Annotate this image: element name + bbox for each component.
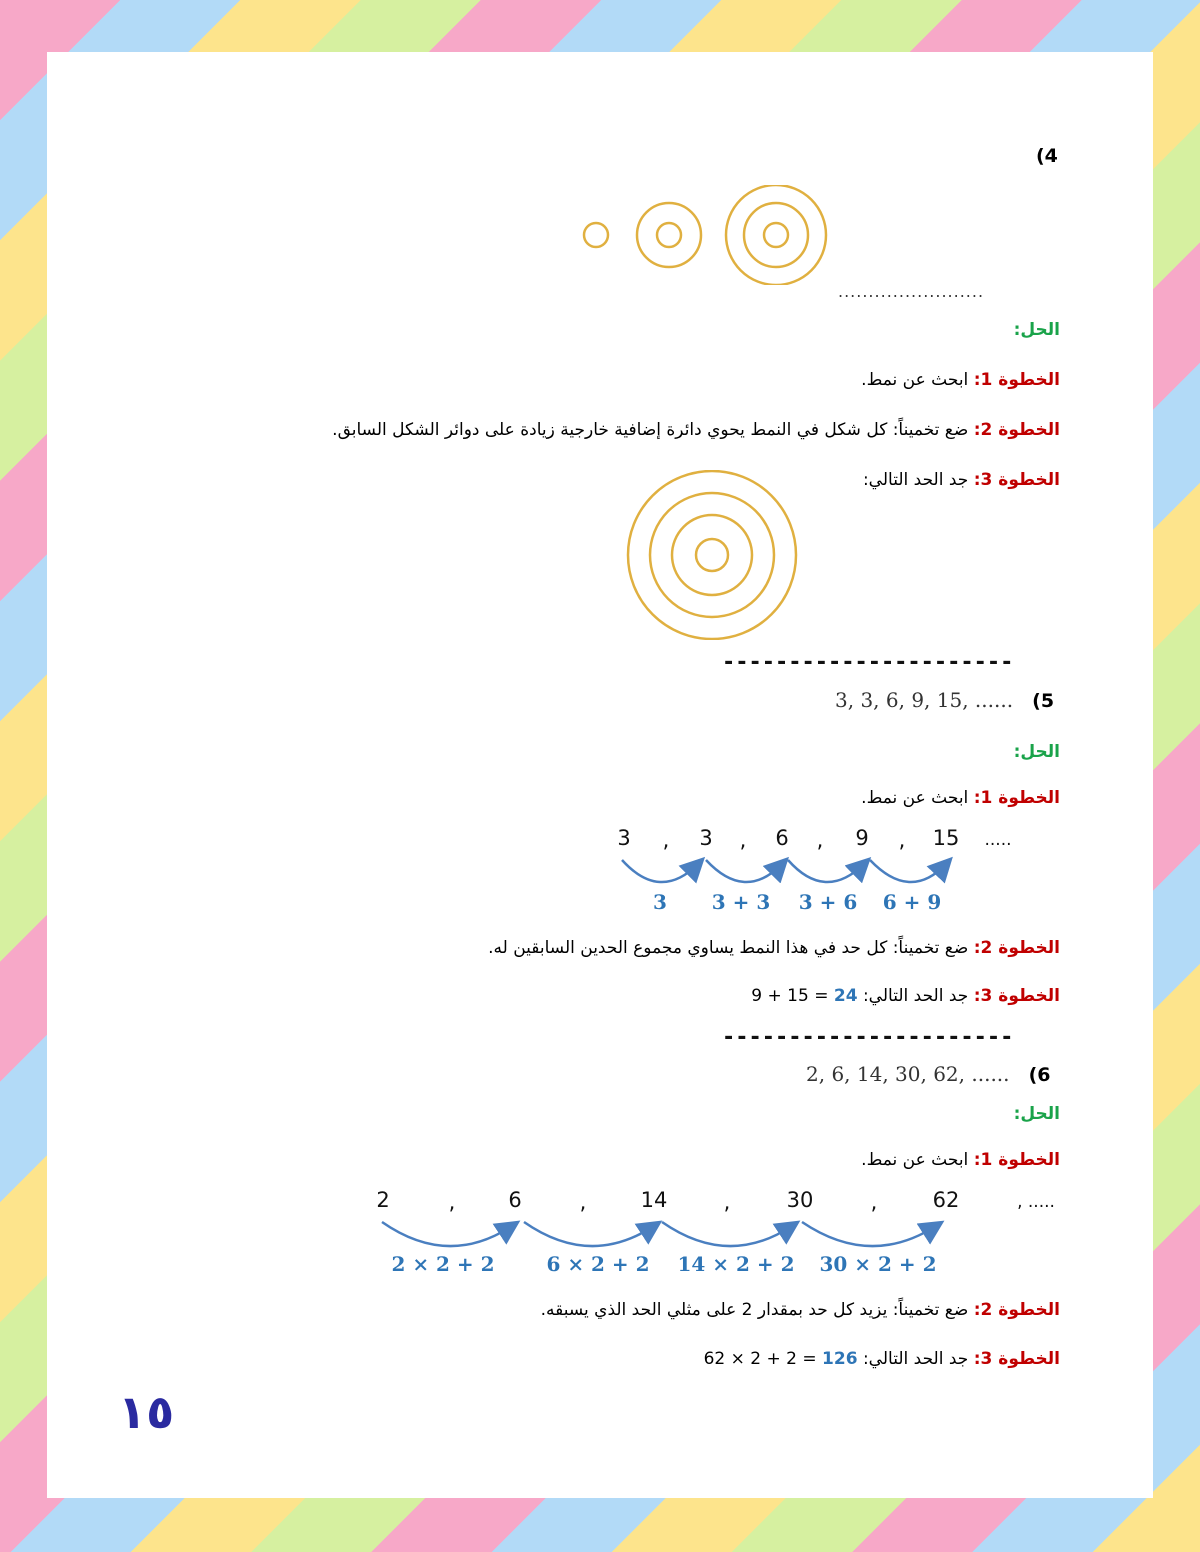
- q6-arrow: [524, 1222, 654, 1246]
- q5-arrow: [788, 860, 864, 882]
- q6-diff: 6 × 2 + 2: [546, 1252, 650, 1276]
- q4-solution-label: الحل:: [1013, 320, 1060, 340]
- separator-1: ----------------------: [722, 650, 1014, 675]
- q5-sequence: 3, 3, 6, 9, 15, ......: [835, 688, 1014, 712]
- pattern-circle: [637, 203, 701, 267]
- q4-number: (4: [1036, 145, 1058, 167]
- q6-diff: 2 × 2 + 2: [391, 1252, 495, 1276]
- q4-circle-pattern: [570, 185, 840, 285]
- q6-header: [806, 1062, 1051, 1086]
- pattern-circle: [744, 203, 808, 267]
- q5-step3: الخطوة 3: جد الحد التالي: 24 = 15 + 9: [751, 986, 1060, 1006]
- q6-term: 6: [508, 1188, 522, 1212]
- pattern-circle: [764, 223, 788, 247]
- q6-step1: الخطوة 1: ابحث عن نمط.: [861, 1150, 1060, 1170]
- q5-comma: ,: [816, 828, 824, 852]
- q4-next-term-circles: [620, 470, 810, 640]
- q6-step3: الخطوة 3: جد الحد التالي: 126 = 2 + 2 × 62: [703, 1349, 1060, 1369]
- q5-diff: 3 + 3: [711, 890, 771, 914]
- q5-term: 9: [855, 826, 869, 850]
- pattern-circle: [657, 223, 681, 247]
- page-number: ١٥: [118, 1385, 175, 1439]
- q5-solution-label: الحل:: [1013, 742, 1060, 762]
- q6-ellipsis: , .....: [1017, 1192, 1055, 1212]
- q5-term: 3: [699, 826, 713, 850]
- q6-step2: الخطوة 2: ضع تخميناً: يزيد كل حد بمقدار 2 على مثلي الحد الذي يسبقه.: [540, 1300, 1060, 1320]
- q5-arrow: [706, 860, 782, 882]
- pattern-circle: [726, 185, 826, 285]
- q5-term: 15: [932, 826, 960, 850]
- q6-comma: ,: [870, 1190, 878, 1214]
- q6-term: 2: [376, 1188, 390, 1212]
- q6-arrow: [662, 1222, 792, 1246]
- q5-diff: 3: [653, 890, 667, 914]
- q6-sequence: 2, 6, 14, 30, 62, ......: [806, 1062, 1010, 1086]
- q5-step1: الخطوة 1: ابحث عن نمط.: [861, 788, 1060, 808]
- q5-comma: ,: [898, 828, 906, 852]
- q6-term: 14: [640, 1188, 668, 1212]
- q4-step3: الخطوة 3: جد الحد التالي:: [862, 470, 1060, 490]
- q6-comma: ,: [579, 1190, 587, 1214]
- q5-comma: ,: [739, 828, 747, 852]
- q6-arrow: [802, 1222, 936, 1246]
- pattern-circle: [584, 223, 608, 247]
- q5-step2: الخطوة 2: ضع تخميناً: كل حد في هذا النمط يساوي مجموع الحدين السابقين له.: [488, 938, 1060, 958]
- q5-number: (5: [1032, 690, 1055, 712]
- q6-diff: 14 × 2 + 2: [677, 1252, 795, 1276]
- q5-term: 6: [775, 826, 789, 850]
- q5-ellipsis: .....: [984, 830, 1012, 850]
- q5-comma: ,: [662, 828, 670, 852]
- q6-number: (6: [1028, 1064, 1051, 1086]
- q4-step2: الخطوة 2: ضع تخميناً: كل شكل في النمط يحوي دائرة إضافية خارجية زيادة على دوائر الشكل السابق.: [332, 420, 1060, 440]
- q5-header: [835, 688, 1054, 712]
- q6-term: 30: [786, 1188, 814, 1212]
- q6-solution-label: الحل:: [1013, 1104, 1060, 1124]
- q5-arrow: [870, 860, 946, 882]
- q6-comma: ,: [723, 1190, 731, 1214]
- q6-comma: ,: [448, 1190, 456, 1214]
- q5-diff: 6 + 9: [882, 890, 942, 914]
- q6-arrow: [382, 1222, 512, 1246]
- q5-diff: 3 + 6: [798, 890, 858, 914]
- q6-diff: 30 × 2 + 2: [819, 1252, 937, 1276]
- q4-answer-blank: ........................: [838, 282, 985, 301]
- q4-step1: الخطوة 1: ابحث عن نمط.: [861, 370, 1060, 390]
- separator-2: ----------------------: [722, 1025, 1014, 1050]
- q5-arrow: [622, 860, 698, 882]
- q6-term: 62: [932, 1188, 960, 1212]
- q5-term: 3: [617, 826, 631, 850]
